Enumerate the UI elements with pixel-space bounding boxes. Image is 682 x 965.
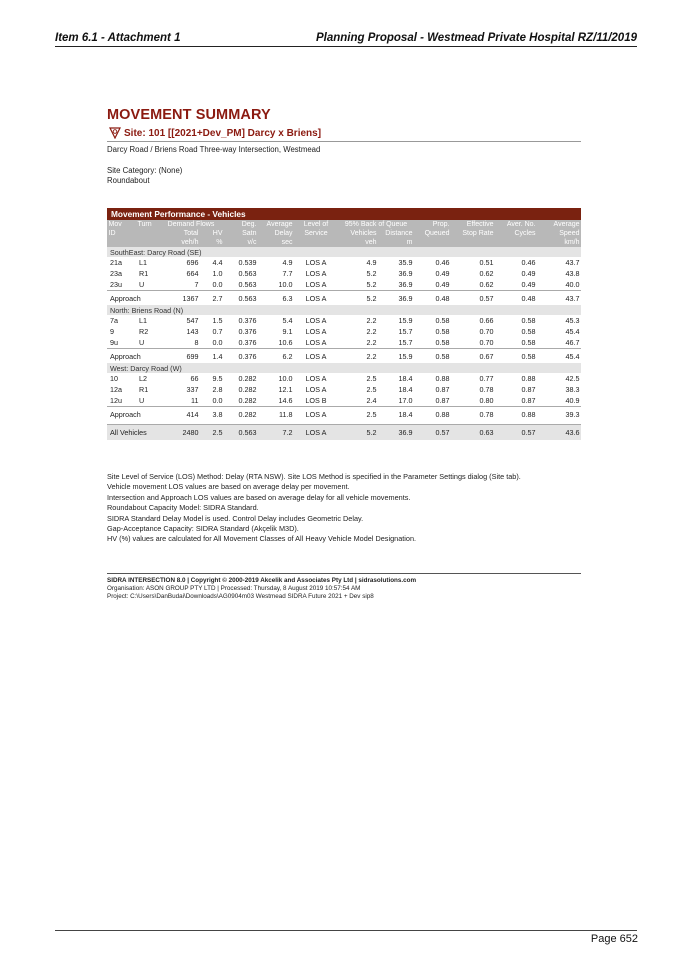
table-cell: 2.5 xyxy=(366,385,377,394)
table-cell: All Vehicles xyxy=(107,425,158,441)
table-cell: 45.3 xyxy=(565,316,580,325)
approach-total-row xyxy=(107,349,581,364)
table-cell: 9 xyxy=(110,327,114,336)
table-cell: 0.58 xyxy=(414,349,451,364)
footer-copyright: SIDRA INTERSECTION 8.0 | Copyright © 2000-2019 Akcelik and Associates Pty Ltd | sidrasolutions.com xyxy=(107,577,417,584)
col-header: Speed xyxy=(537,229,581,238)
note-line: Gap-Acceptance Capacity: SIDRA Standard (Akçelik M3D). xyxy=(107,524,299,534)
col-header xyxy=(136,229,158,238)
table-cell: 0.66 xyxy=(479,316,494,325)
table-cell: R1 xyxy=(139,269,149,278)
col-header: Demand Flows xyxy=(158,220,224,229)
table-cell: 0.0 xyxy=(212,396,223,405)
table-cell: LOS A xyxy=(305,280,327,289)
col-unit: v/c xyxy=(224,238,258,247)
table-cell: 0.77 xyxy=(479,374,494,383)
table-cell: 40.0 xyxy=(565,280,580,289)
table-cell: 40.9 xyxy=(565,396,580,405)
header-proposal: Planning Proposal - Westmead Private Hospital RZ/11/2019 xyxy=(315,32,637,44)
table-cell: 12.1 xyxy=(278,385,293,394)
table-cell: Approach xyxy=(107,291,158,306)
table-cell: 0.49 xyxy=(435,280,450,289)
approach-section-header xyxy=(107,363,581,373)
note-line: Roundabout Capacity Model: SIDRA Standard. xyxy=(107,503,259,513)
table-cell: LOS A xyxy=(305,385,327,394)
table-cell: 143 xyxy=(186,327,199,336)
intersection-description: Darcy Road / Briens Road Three-way Intersection, Westmead xyxy=(107,145,321,154)
table-cell: 0.48 xyxy=(495,291,537,306)
table-cell: 0.539 xyxy=(238,258,257,267)
col-unit: m xyxy=(378,238,414,247)
table-units-row xyxy=(107,238,581,247)
table-row xyxy=(107,315,581,326)
table-row xyxy=(107,257,581,268)
table-cell: 45.4 xyxy=(565,327,580,336)
table-cell: 8 xyxy=(194,338,199,347)
table-cell: 15.7 xyxy=(398,338,413,347)
table-cell: 3.8 xyxy=(200,407,224,422)
table-cell: 7a xyxy=(110,316,118,325)
table-cell: 0.88 xyxy=(495,407,537,422)
table-cell: 4.4 xyxy=(212,258,223,267)
table-cell: 5.2 xyxy=(366,269,377,278)
col-unit xyxy=(495,238,537,247)
table-cell: 4.9 xyxy=(366,258,377,267)
table-cell: 5.2 xyxy=(338,291,378,306)
table-cell: 2.4 xyxy=(366,396,377,405)
table-cell: 11 xyxy=(191,396,199,405)
table-cell: 7.7 xyxy=(282,269,293,278)
col-header: Cycles xyxy=(495,229,537,238)
table-cell: 6.2 xyxy=(258,349,294,364)
note-line: Intersection and Approach LOS values are based on average delay for all vehicle movements. xyxy=(107,492,411,502)
table-cell: 337 xyxy=(186,385,199,394)
table-cell: U xyxy=(139,280,145,289)
table-cell: 42.5 xyxy=(565,374,580,383)
table-cell: 0.46 xyxy=(435,258,450,267)
table-cell: L1 xyxy=(139,258,147,267)
table-header-row xyxy=(107,220,581,229)
table-cell: 0.0 xyxy=(212,338,223,347)
table-cell: L1 xyxy=(139,316,147,325)
table-cell: 12a xyxy=(110,385,122,394)
table-cell: 36.9 xyxy=(378,425,414,441)
col-header: Effective xyxy=(451,220,495,229)
table-cell: 0.58 xyxy=(521,316,536,325)
table-cell: 5.2 xyxy=(338,425,378,441)
col-header: 95% Back of Queue xyxy=(338,220,414,229)
table-cell: 0.49 xyxy=(521,280,536,289)
table-cell: U xyxy=(139,396,145,405)
method-notes xyxy=(107,472,521,545)
doc-title: MOVEMENT SUMMARY xyxy=(107,107,271,123)
site-control-type: Roundabout xyxy=(107,175,150,185)
table-cell: 0.563 xyxy=(238,280,257,289)
table-cell: LOS A xyxy=(305,269,327,278)
table-row xyxy=(107,337,581,349)
table-cell: 10.0 xyxy=(278,280,293,289)
movement-performance-table xyxy=(107,208,581,440)
col-header: Mov xyxy=(107,220,136,229)
roundabout-site-icon xyxy=(109,127,121,139)
table-cell: 43.8 xyxy=(565,269,580,278)
col-unit xyxy=(294,238,338,247)
table-cell: 699 xyxy=(158,349,200,364)
table-cell: 0.282 xyxy=(238,385,257,394)
table-cell: 1.5 xyxy=(212,316,223,325)
table-cell: 1367 xyxy=(158,291,200,306)
table-cell: 0.376 xyxy=(238,338,257,347)
table-cell: 5.4 xyxy=(282,316,293,325)
table-cell: 43.7 xyxy=(537,291,581,306)
table-cell: 0.67 xyxy=(451,349,495,364)
col-unit: veh/h xyxy=(158,238,200,247)
table-cell: LOS A xyxy=(294,349,338,364)
col-unit: km/h xyxy=(537,238,581,247)
table-cell: R1 xyxy=(139,385,149,394)
table-cell: 0.57 xyxy=(495,425,537,441)
note-line: Site Level of Service (LOS) Method: Delay (RTA NSW). Site LOS Method is specified in the Parameter Settings dialog (Site tab). xyxy=(107,472,521,481)
col-unit xyxy=(107,238,136,247)
table-cell: 0.49 xyxy=(521,269,536,278)
page-number: Page 652 xyxy=(590,933,638,945)
table-cell: 12u xyxy=(110,396,122,405)
table-cell: 4.9 xyxy=(282,258,293,267)
table-cell: LOS A xyxy=(305,327,327,336)
table-row xyxy=(107,268,581,279)
table-cell: LOS A xyxy=(305,338,327,347)
table-cell: 39.3 xyxy=(537,407,581,422)
table-cell: Approach xyxy=(107,349,158,364)
table-cell: 2.7 xyxy=(200,291,224,306)
col-header: Deg. xyxy=(224,220,258,229)
table-cell: 0.376 xyxy=(238,327,257,336)
table-cell: 0.376 xyxy=(238,316,257,325)
table-cell: 0.87 xyxy=(435,385,450,394)
table-caption-row xyxy=(107,208,581,220)
col-header: Prop. xyxy=(414,220,451,229)
table-cell: 1.0 xyxy=(212,269,223,278)
table-cell: 0.88 xyxy=(414,407,451,422)
table-cell: 2480 xyxy=(158,425,200,441)
table-cell: 36.9 xyxy=(398,269,413,278)
table-cell: 9.1 xyxy=(282,327,293,336)
table-cell: 7.2 xyxy=(258,425,294,441)
table-cell: 0.62 xyxy=(479,280,494,289)
table-cell: 0.63 xyxy=(451,425,495,441)
table-cell: 43.7 xyxy=(565,258,580,267)
table-header-row xyxy=(107,229,581,238)
table-cell: LOS A xyxy=(294,425,338,441)
table-cell: 0.49 xyxy=(435,269,450,278)
header-attachment: Item 6.1 - Attachment 1 xyxy=(55,32,181,44)
col-unit: sec xyxy=(258,238,294,247)
table-cell: 18.4 xyxy=(378,407,414,422)
table-cell: 46.7 xyxy=(565,338,580,347)
table-cell: Approach xyxy=(107,407,158,422)
table-cell: 0.87 xyxy=(521,385,536,394)
table-cell: LOS A xyxy=(305,258,327,267)
table-cell: 15.9 xyxy=(398,316,413,325)
table-cell: 0.48 xyxy=(414,291,451,306)
footer-project: Project: C:\Users\DanBudai\Downloads\AG0904m03 Westmead SIDRA Future 2021 + Dev sip8 xyxy=(107,593,374,600)
note-line: Vehicle movement LOS values are based on average delay per movement. xyxy=(107,482,350,492)
footer-rule xyxy=(55,930,637,931)
table-caption: Movement Performance - Vehicles xyxy=(107,208,581,220)
table-cell: 45.4 xyxy=(537,349,581,364)
table-cell: 1.4 xyxy=(200,349,224,364)
table-cell: 0.87 xyxy=(521,396,536,405)
approach-name: SouthEast: Darcy Road (SE) xyxy=(107,247,581,257)
col-header: Total xyxy=(158,229,200,238)
note-line: HV (%) values are calculated for All Movement Classes of All Heavy Vehicle Model Designation. xyxy=(107,534,417,544)
table-cell: 0.0 xyxy=(212,280,223,289)
table-cell: 10.6 xyxy=(278,338,293,347)
table-cell: 0.58 xyxy=(521,327,536,336)
table-cell: 2.2 xyxy=(338,349,378,364)
table-cell: 0.282 xyxy=(238,374,257,383)
table-cell: 11.8 xyxy=(258,407,294,422)
table-cell: 66 xyxy=(190,374,199,383)
approach-total-row xyxy=(107,407,581,422)
table-cell: 0.46 xyxy=(521,258,536,267)
note-line: SIDRA Standard Delay Model is used. Control Delay includes Geometric Delay. xyxy=(107,513,364,523)
table-row xyxy=(107,373,581,384)
page-header xyxy=(55,33,637,47)
table-cell: 0.7 xyxy=(212,327,223,336)
table-cell: 696 xyxy=(186,258,199,267)
table-cell: LOS A xyxy=(305,316,327,325)
table-cell: 0.58 xyxy=(435,327,450,336)
col-unit xyxy=(136,238,158,247)
table-cell: 2.5 xyxy=(338,407,378,422)
table-cell: 0.58 xyxy=(495,349,537,364)
col-header: Satn xyxy=(224,229,258,238)
table-cell: 14.6 xyxy=(278,396,293,405)
table-cell: 0.282 xyxy=(224,407,258,422)
table-cell: 664 xyxy=(186,269,199,278)
approach-name: North: Briens Road (N) xyxy=(107,305,581,315)
table-cell: 0.58 xyxy=(435,316,450,325)
table-cell: 0.282 xyxy=(238,396,257,405)
table-cell: 0.57 xyxy=(451,291,495,306)
table-cell: 10.0 xyxy=(278,374,293,383)
col-header: Queued xyxy=(414,229,451,238)
table-cell: 414 xyxy=(158,407,200,422)
table-cell: 0.376 xyxy=(224,349,258,364)
table-cell: LOS A xyxy=(294,291,338,306)
table-cell: 5.2 xyxy=(366,280,377,289)
col-header: Delay xyxy=(258,229,294,238)
table-row xyxy=(107,384,581,395)
table-cell: 2.5 xyxy=(200,425,224,441)
table-cell: 36.9 xyxy=(378,291,414,306)
table-cell: 0.78 xyxy=(451,407,495,422)
col-header: Stop Rate xyxy=(451,229,495,238)
table-cell: 15.9 xyxy=(378,349,414,364)
site-category xyxy=(107,166,182,185)
table-cell: 0.563 xyxy=(224,425,258,441)
col-header: Average xyxy=(258,220,294,229)
table-body xyxy=(107,247,581,440)
approach-total-row xyxy=(107,291,581,306)
col-unit xyxy=(451,238,495,247)
table-cell: 10 xyxy=(110,374,118,383)
table-cell: 21a xyxy=(110,258,122,267)
table-cell: L2 xyxy=(139,374,147,383)
table-cell: 7 xyxy=(194,280,199,289)
table-row xyxy=(107,395,581,407)
col-header: Level of xyxy=(294,220,338,229)
table-cell: 36.9 xyxy=(398,280,413,289)
table-cell: 0.57 xyxy=(414,425,451,441)
table-cell: 0.563 xyxy=(224,291,258,306)
table-cell: R2 xyxy=(139,327,149,336)
table-cell: 0.58 xyxy=(435,338,450,347)
table-cell: 0.88 xyxy=(521,374,536,383)
col-header: Turn xyxy=(136,220,158,229)
table-cell: 23u xyxy=(110,280,122,289)
approach-name: West: Darcy Road (W) xyxy=(107,363,581,373)
col-header: ID xyxy=(107,229,136,238)
col-header: Distance xyxy=(378,229,414,238)
approach-section-header xyxy=(107,247,581,257)
col-header: HV xyxy=(200,229,224,238)
table-cell: 547 xyxy=(186,316,199,325)
table-cell: 0.70 xyxy=(479,338,494,347)
table-cell: 38.3 xyxy=(565,385,580,394)
table-cell: 0.70 xyxy=(479,327,494,336)
col-header: Average xyxy=(537,220,581,229)
col-unit: veh xyxy=(338,238,378,247)
table-cell: 23a xyxy=(110,269,122,278)
table-row xyxy=(107,279,581,291)
col-header: Service xyxy=(294,229,338,238)
table-cell: 0.78 xyxy=(479,385,494,394)
col-header: Aver. No. xyxy=(495,220,537,229)
col-unit: % xyxy=(200,238,224,247)
all-vehicles-row xyxy=(107,425,581,441)
table-cell: 18.4 xyxy=(398,385,413,394)
table-cell: 0.58 xyxy=(521,338,536,347)
table-cell: 0.80 xyxy=(479,396,494,405)
table-cell: LOS B xyxy=(305,396,327,405)
site-category-value: Site Category: (None) xyxy=(107,166,183,175)
table-cell: 35.9 xyxy=(398,258,413,267)
table-cell: 2.2 xyxy=(366,338,377,347)
table-cell: LOS A xyxy=(305,374,327,383)
table-cell: U xyxy=(139,338,145,347)
table-cell: 0.88 xyxy=(435,374,450,383)
table-cell: 0.62 xyxy=(479,269,494,278)
col-header: Vehicles xyxy=(338,229,378,238)
table-cell: LOS A xyxy=(294,407,338,422)
site-name: Site: 101 [[2021+Dev_PM] Darcy x Briens] xyxy=(124,128,322,139)
table-cell: 9u xyxy=(110,338,118,347)
table-cell: 2.2 xyxy=(366,316,377,325)
table-cell: 0.87 xyxy=(435,396,450,405)
table-cell: 17.0 xyxy=(398,396,413,405)
table-cell: 6.3 xyxy=(258,291,294,306)
table-cell: 0.51 xyxy=(479,258,494,267)
table-cell: 15.7 xyxy=(398,327,413,336)
table-cell: 9.5 xyxy=(212,374,223,383)
approach-section-header xyxy=(107,305,581,315)
col-unit xyxy=(414,238,451,247)
table-cell: 0.563 xyxy=(238,269,257,278)
sidra-footer xyxy=(107,573,581,601)
table-row xyxy=(107,326,581,337)
footer-organisation: Organisation: ASON GROUP PTY LTD | Processed: Thursday, 8 August 2019 10:57:54 AM xyxy=(107,585,361,592)
table-cell: 2.8 xyxy=(212,385,223,394)
table-cell: 18.4 xyxy=(398,374,413,383)
table-cell: 2.2 xyxy=(366,327,377,336)
table-cell: 43.6 xyxy=(537,425,581,441)
site-heading xyxy=(107,127,581,142)
table-cell: 2.5 xyxy=(366,374,377,383)
